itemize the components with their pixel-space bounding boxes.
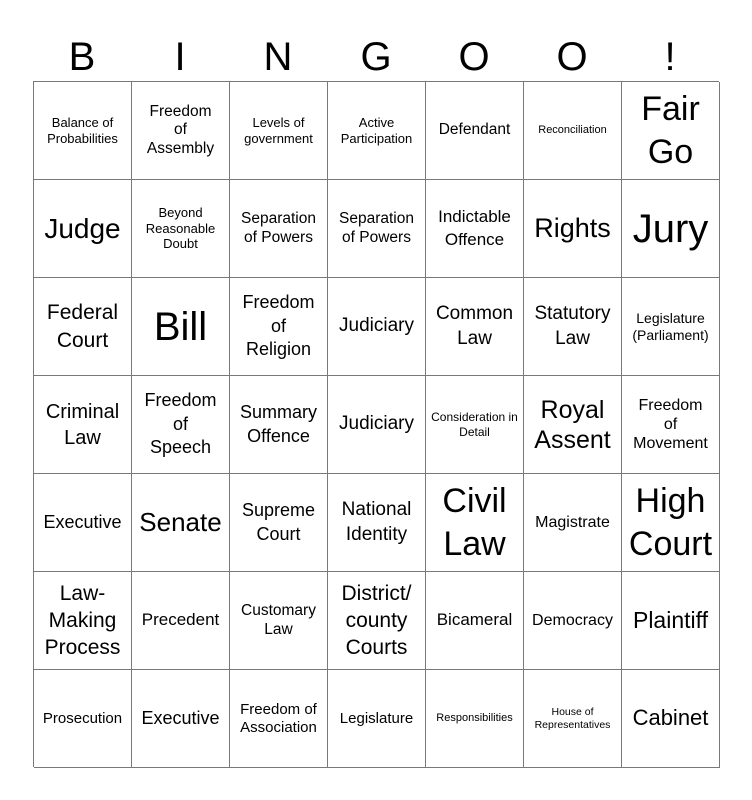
bingo-cell[interactable]: [230, 180, 328, 278]
cell-text: Democracy: [532, 611, 613, 629]
cell-text: Fair Go: [641, 90, 700, 171]
bingo-cell[interactable]: [230, 474, 328, 572]
bingo-grid: [33, 81, 719, 767]
cell-text: Defendant: [438, 121, 511, 139]
cell-text: Jury: [632, 206, 709, 251]
bingo-cell[interactable]: [34, 82, 132, 180]
cell-text: Reconciliation: [538, 123, 607, 136]
cell-text: Supreme Court: [241, 500, 316, 544]
cell-text: Responsibilities: [436, 711, 513, 724]
bingo-cell[interactable]: [426, 376, 524, 474]
bingo-cell[interactable]: [132, 376, 230, 474]
header-letter: N: [263, 35, 293, 79]
cell-text: Precedent: [141, 610, 220, 630]
cell-text: Royal Assent: [534, 395, 611, 454]
header-letter: O: [556, 35, 588, 79]
cell-text: Judiciary: [339, 413, 414, 435]
bingo-cell[interactable]: [622, 82, 720, 180]
bingo-cell[interactable]: [230, 82, 328, 180]
bingo-cell[interactable]: [622, 180, 720, 278]
cell-text: Separation of Powers: [241, 209, 316, 246]
cell-text: Bicameral: [436, 610, 513, 630]
cell-text: Freedom of Movement: [633, 396, 708, 453]
bingo-cell[interactable]: [230, 376, 328, 474]
bingo-cell[interactable]: [328, 376, 426, 474]
cell-text: District/ county Courts: [341, 581, 412, 660]
header-letter: !: [664, 35, 676, 79]
cell-text: Active Participation: [340, 114, 413, 146]
bingo-header: [33, 32, 719, 82]
bingo-cell[interactable]: [524, 278, 622, 376]
cell-text: Separation of Powers: [339, 209, 414, 246]
bingo-cell[interactable]: [328, 670, 426, 768]
cell-text: Judge: [44, 212, 121, 244]
cell-text: Common Law: [435, 302, 514, 349]
cell-text: Indictable Offence: [438, 207, 511, 249]
bingo-cell[interactable]: [426, 474, 524, 572]
cell-text: Plaintiff: [632, 606, 708, 633]
bingo-cell[interactable]: [622, 278, 720, 376]
bingo-cell[interactable]: [426, 670, 524, 768]
cell-text: Freedom of Religion: [242, 292, 315, 360]
cell-text: Balance of Probabilities: [47, 114, 118, 146]
bingo-cell[interactable]: [132, 572, 230, 670]
cell-text: High Court: [628, 482, 713, 563]
bingo-cell[interactable]: [230, 670, 328, 768]
bingo-cell[interactable]: [328, 180, 426, 278]
bingo-cell[interactable]: [230, 278, 328, 376]
cell-text: National Identity: [341, 498, 412, 545]
cell-text: Judiciary: [339, 315, 414, 337]
bingo-cell[interactable]: [426, 278, 524, 376]
cell-text: Civil Law: [442, 482, 507, 563]
bingo-cell[interactable]: [426, 82, 524, 180]
bingo-cell[interactable]: [132, 180, 230, 278]
bingo-cell[interactable]: [524, 180, 622, 278]
cell-text: Customary Law: [241, 601, 316, 638]
cell-text: Criminal Law: [45, 400, 120, 449]
bingo-cell[interactable]: [328, 278, 426, 376]
cell-text: Executive: [141, 707, 220, 728]
cell-text: Legislature (Parliament): [632, 309, 709, 343]
bingo-cell[interactable]: [524, 572, 622, 670]
bingo-cell[interactable]: [426, 180, 524, 278]
cell-text: Bill: [153, 304, 208, 349]
header-letter: O: [458, 35, 490, 79]
bingo-cell[interactable]: [524, 474, 622, 572]
cell-text: Rights: [534, 213, 611, 244]
cell-text: House of Representatives: [534, 705, 611, 731]
cell-text: Consideration in Detail: [431, 410, 518, 439]
bingo-cell[interactable]: [426, 572, 524, 670]
cell-text: Summary Offence: [239, 402, 317, 446]
cell-text: Legislature: [339, 709, 414, 727]
cell-text: Freedom of Speech: [144, 390, 217, 458]
bingo-cell[interactable]: [622, 474, 720, 572]
bingo-cell[interactable]: [34, 376, 132, 474]
header-letter: B: [68, 35, 96, 79]
cell-text: Beyond Reasonable Doubt: [145, 205, 216, 252]
bingo-cell[interactable]: [34, 180, 132, 278]
cell-text: Cabinet: [632, 705, 709, 731]
cell-text: Federal Court: [46, 301, 119, 352]
bingo-cell[interactable]: [34, 572, 132, 670]
cell-text: Executive: [43, 511, 122, 532]
bingo-cell[interactable]: [132, 278, 230, 376]
cell-text: Senate: [139, 506, 222, 537]
cell-text: Prosecution: [42, 709, 123, 727]
header-letter: I: [174, 35, 186, 79]
bingo-cell[interactable]: [230, 572, 328, 670]
cell-text: Levels of government: [244, 114, 313, 146]
header-letter: G: [360, 35, 392, 79]
cell-text: Freedom of Assembly: [146, 102, 215, 157]
bingo-cell[interactable]: [622, 376, 720, 474]
bingo-cell[interactable]: [34, 670, 132, 768]
bingo-cell[interactable]: [524, 670, 622, 768]
cell-text: Magistrate: [535, 513, 610, 531]
bingo-cell[interactable]: [132, 82, 230, 180]
bingo-cell[interactable]: [524, 82, 622, 180]
bingo-cell[interactable]: [132, 474, 230, 572]
cell-text: Freedom of Association: [240, 700, 317, 736]
bingo-cell[interactable]: [622, 670, 720, 768]
bingo-cell[interactable]: [524, 376, 622, 474]
cell-text: Law-Making Process: [44, 581, 121, 660]
bingo-cell[interactable]: [622, 572, 720, 670]
bingo-cell[interactable]: [328, 572, 426, 670]
cell-text: Statutory Law: [534, 302, 611, 349]
bingo-cell[interactable]: [328, 474, 426, 572]
bingo-cell[interactable]: [328, 82, 426, 180]
bingo-cell[interactable]: [34, 474, 132, 572]
bingo-cell[interactable]: [132, 670, 230, 768]
bingo-cell[interactable]: [34, 278, 132, 376]
